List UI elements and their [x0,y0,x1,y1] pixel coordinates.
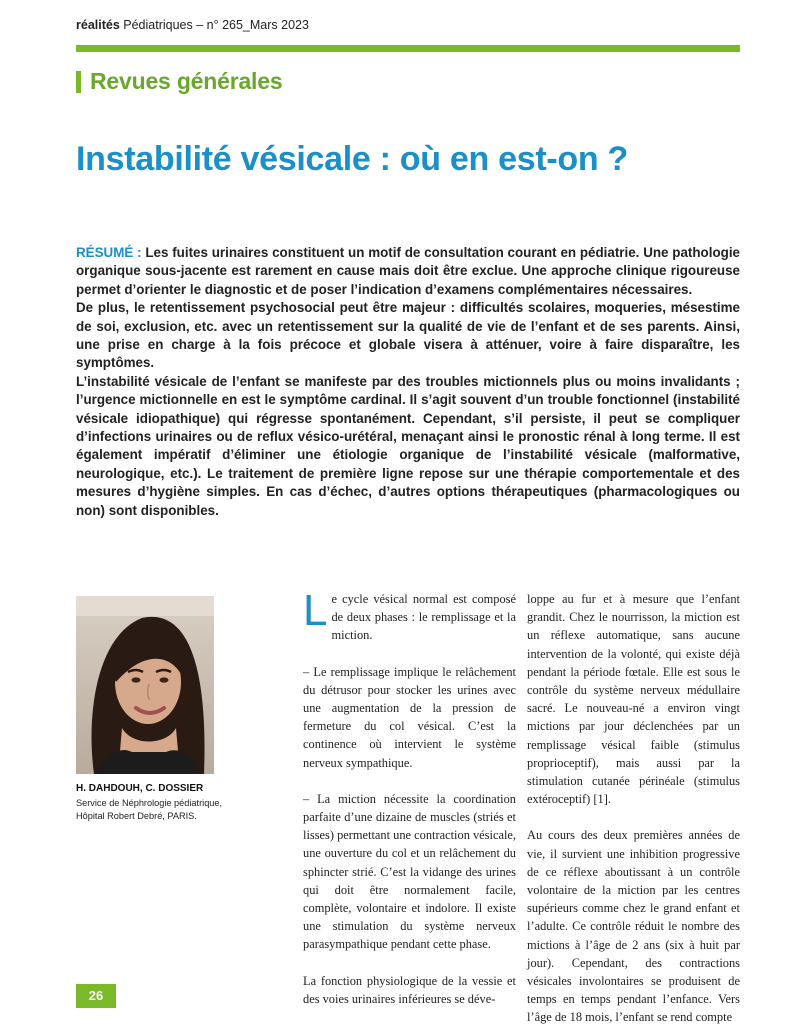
body-paragraph: La fonction physiologique de la vessie et des voies urinaires inférieures se déve- [303,973,516,1006]
running-header [76,18,309,32]
abstract-paragraph-2: De plus, le retentissement psychosocial peut être majeur : difficultés scolaires, moqueries, mésestime de soi, exclusion, etc. avec un retentissement sur la qualité de vie de l’enfant et de ses parents. Ainsi, une prise en charge à la fois précoce et globale visera à atténuer, voire à faire disparaître, les symptômes. [76,300,740,371]
author-portrait-illustration [76,596,214,774]
page-number: 26 [76,984,116,1008]
affiliation-line-2: Hôpital Robert Debré, PARIS. [76,810,197,821]
abstract [76,244,740,520]
author-affiliation [76,797,222,822]
abstract-text-1: Les fuites urinaires constituent un motif de consultation courant en pédiatrie. Une pathologie organique sous-jacente est rarement en cause mais doit être exclue. Une approche clinique rigoureuse permet d’orienter le diagnostic et de poser l’indication d’examens complémentaires nécessaires. [76,245,740,297]
journal-name: réalités [76,18,120,32]
abstract-paragraph-1 [76,244,740,299]
body-column-1 [303,586,516,1024]
affiliation-line-1: Service de Néphrologie pédiatrique, [76,798,223,808]
body-column-2 [527,590,740,1024]
section-label: Revues générales [90,68,283,94]
abstract-paragraph-3: L’instabilité vésicale de l’enfant se manifeste par des troubles mictionnels plus ou moins invalidants ; l’urgence mictionnelle en est le symptôme cardinal. Il s’agit souvent d’un trouble fonctionnel (instabilité vésicale idiopathique) qui régresse spontanément. Cependant, s’il persiste, il peut se compliquer d’infections urinaires ou de reflux vésico-urétéral, menaçant ainsi le pronostic rénal à long terme. Il est également impératif d’éliminer une étiologie organique de l’instabilité vésicale (malformative, neurologique, etc.). Le traitement de première ligne repose sur une thérapie comportementale et des mesures d’hygiène simples. En cas d’échec, d’autres options thérapeutiques (pharmacologiques ou non) sont disponibles. [76,373,740,518]
article-title: Instabilité vésicale : où en est-on ? [76,140,628,178]
body-paragraph: Au cours des deux premières années de vie, il survient une inhibition progressive de ce réflexe aboutissant à un contrôle volontaire de la miction par les centres supérieurs comme chez le grand enfant et l’adulte. Ce contrôle réduit le nombre des mictions à l’âge de 2 ans (six à huit par jour). Cependant, des contractions vésicales involontaires se produisent de temps en temps pendant l’enfance. Vers l’âge de 18 mois, l’enfant se rend compte [527,828,740,1024]
body-paragraph: – La miction nécessite la coordination parfaite d’une dizaine de muscles (striés et lisses) permettant une contraction vésicale, une ouverture du col et un relâchement du sphincter strié. C’est la vidange des urines qui doit être normalement facile, complète, volontaire et indolore. Il existe une stimulation du système nerveux parasympathique pendant cette phase. [303,791,516,952]
author-names: H. DAHDOUH, C. DOSSIER [76,783,204,794]
abstract-label: RÉSUMÉ : [76,245,142,260]
issue-info: Pédiatriques – n° 265_Mars 2023 [119,18,309,32]
section-marker [76,71,81,93]
author-photo [76,596,214,774]
body-paragraph: loppe au fur et à mesure que l’enfant grandit. Chez le nourrisson, la miction est un réflexe automatique, sans aucune intervention de la volonté, qui existe déjà pendant la période fœtale. Elle est sous le contrôle du système nerveux médullaire sacré. Le nouveau-né a environ vingt mictions par jour déclenchées par un remplissage vésical faible (stimulus proprioceptif), mais aussi par la stimulation cutanée périnéale (stimulus extéroceptif) [1]. [527,592,740,807]
intro-paragraph [303,586,516,645]
header-rule [76,45,740,52]
body-paragraph: – Le remplissage implique le relâchement du détrusor pour stocker les urines avec une augmentation de la pression de fermeture du col vésical. C’est la continence où intervient le système nerveux sympathique. [303,664,516,770]
section-heading [76,68,282,95]
intro-text: e cycle vésical normal est composé de deux phases : le remplissage et la miction. [331,592,516,643]
drop-cap: L [303,586,328,635]
